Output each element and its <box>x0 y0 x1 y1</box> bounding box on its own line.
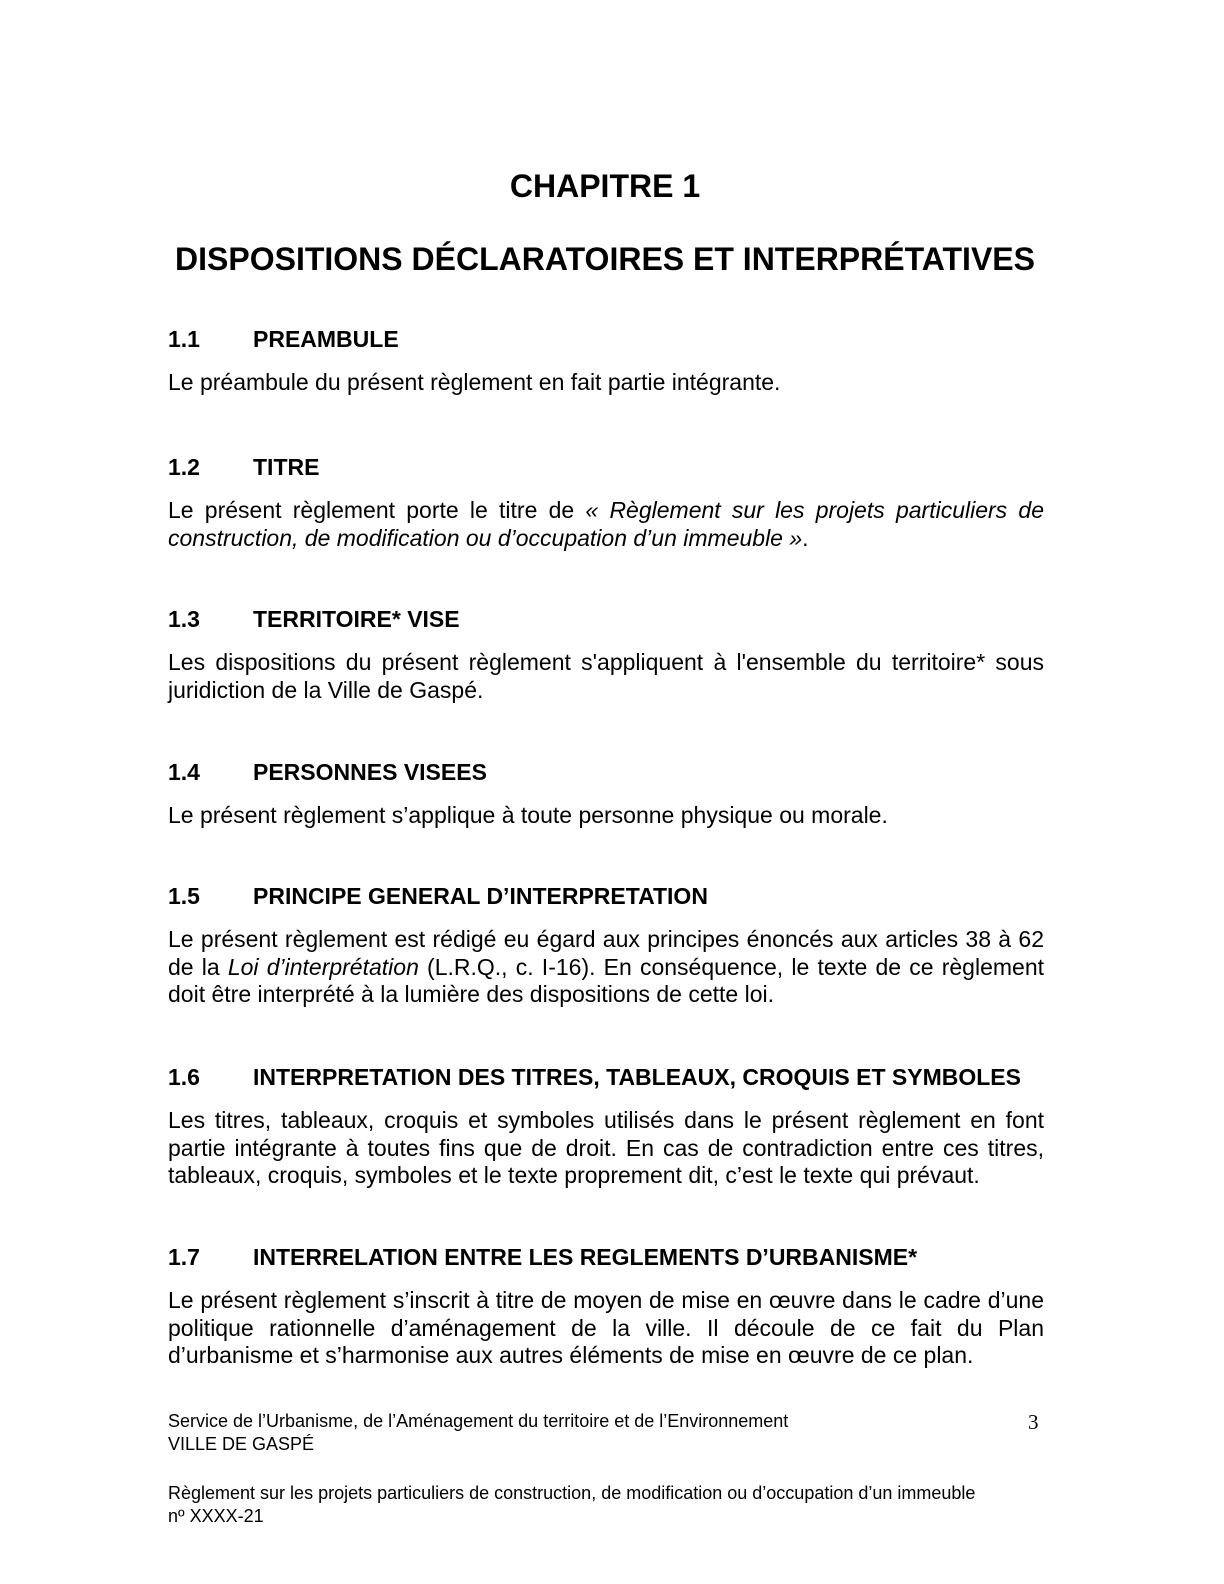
section-1-6 <box>168 1062 1044 1190</box>
section-title: TERRITOIRE* VISE <box>253 606 460 632</box>
section-title: TITRE <box>253 454 320 480</box>
section-body: Les dispositions du présent règlement s'appliquent à l'ensemble du territoire* sous juridiction de la Ville de Gaspé. <box>168 649 1044 703</box>
law-title-italic: Loi d’interprétation <box>227 953 419 980</box>
section-body <box>168 497 1044 552</box>
footer-service-block <box>168 1410 1044 1456</box>
section-title: PERSONNES VISEES <box>253 759 487 785</box>
section-heading <box>168 1242 1044 1272</box>
section-heading <box>168 1062 1044 1092</box>
section-number: 1.6 <box>168 1064 200 1090</box>
section-title: PRINCIPE GENERAL D’INTERPRETATION <box>253 883 708 909</box>
section-heading <box>168 604 1044 634</box>
section-1-7 <box>168 1242 1044 1370</box>
section-heading <box>168 324 1044 354</box>
regulation-title-italic: « Règlement sur les projets particuliers de construction, de modification ou d’occupation d’un immeuble » <box>168 497 1044 551</box>
section-number: 1.1 <box>168 326 200 352</box>
section-body: Le préambule du présent règlement en fait partie intégrante. <box>168 369 781 395</box>
chapter-title: CHAPITRE 1 <box>509 168 701 204</box>
section-number: 1.3 <box>168 606 200 632</box>
section-1-3 <box>168 604 1044 704</box>
section-body: Les titres, tableaux, croquis et symboles utilisés dans le présent règlement en font partie intégrante à toutes fins que de droit. En cas de contradiction entre ces titres, tableaux, croquis, symboles et le texte proprement dit, c’est le texte qui prévaut. <box>168 1107 1044 1188</box>
section-body: Le présent règlement s’inscrit à titre de moyen de mise en œuvre dans le cadre d’une politique rationnelle d’aménagement de la ville. Il découle de ce fait du Plan d’urbanisme et s’harmonise aux autres éléments de mise en œuvre de ce plan. <box>168 1287 1044 1368</box>
section-title: INTERPRETATION DES TITRES, TABLEAUX, CROQUIS ET SYMBOLES <box>253 1064 1021 1090</box>
section-body: Le présent règlement s’applique à toute personne physique ou morale. <box>168 802 888 828</box>
section-number: 1.7 <box>168 1244 200 1270</box>
body-text-end: . <box>802 524 809 551</box>
chapter-subtitle: DISPOSITIONS DÉCLARATOIRES ET INTERPRÉTATIVES <box>175 241 1035 277</box>
section-number: 1.4 <box>168 759 200 785</box>
section-heading <box>168 757 1044 787</box>
section-1-1 <box>168 324 1044 397</box>
section-1-4 <box>168 757 1044 830</box>
section-1-2 <box>168 452 1044 552</box>
body-text-end: (L.R.Q., c. I-16). En conséquence, le texte de ce règlement doit être interprété à la lumière des dispositions de cette loi. <box>168 953 1045 1007</box>
section-number: 1.5 <box>168 883 200 909</box>
section-title: INTERRELATION ENTRE LES REGLEMENTS D’URBANISME* <box>253 1244 918 1270</box>
section-heading <box>168 452 1044 482</box>
section-number: 1.2 <box>168 454 200 480</box>
footer-regulation: Règlement sur les projets particuliers de construction, de modification ou d’occupation d’un immeuble nº XXXX-21 <box>168 1483 976 1526</box>
section-heading <box>168 881 1044 911</box>
section-body <box>168 926 1044 1009</box>
footer-service: Service de l’Urbanisme, de l’Aménagement du territoire et de l’Environnement <box>168 1411 789 1431</box>
body-text: Le présent règlement porte le titre de <box>168 497 586 523</box>
section-1-5 <box>168 881 1044 1009</box>
section-title: PREAMBULE <box>253 326 399 352</box>
page-number: 3 <box>1028 1410 1039 1434</box>
body-text: Le présent règlement est rédigé eu égard aux principes énoncés aux articles 38 à 62 de la <box>168 926 1044 980</box>
footer-city: VILLE DE GASPÉ <box>168 1434 315 1454</box>
